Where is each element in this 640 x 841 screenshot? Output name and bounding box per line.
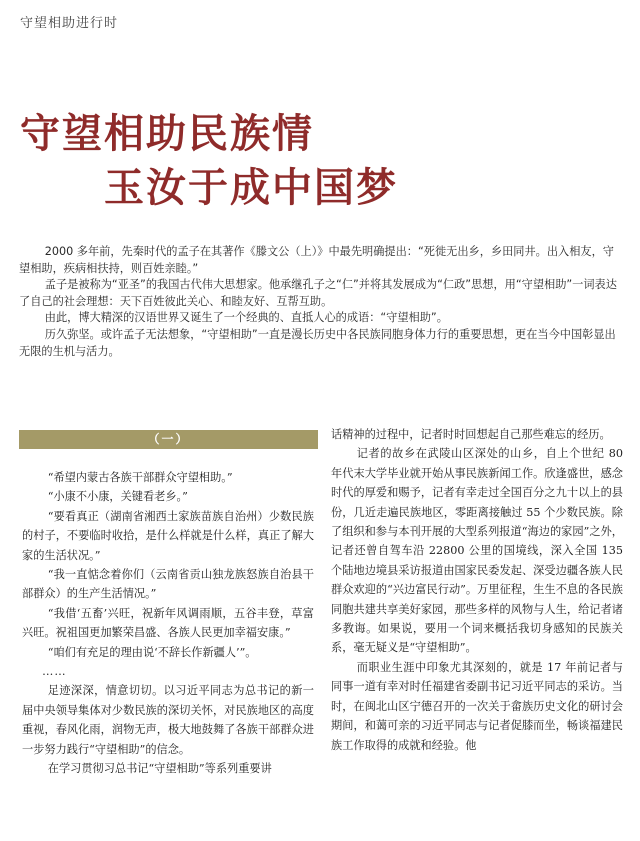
headline-line-2: 玉汝于成中国梦 bbox=[104, 164, 398, 211]
section-heading: （一） bbox=[19, 430, 318, 449]
headline-line-1: 守望相助民族情 bbox=[20, 110, 314, 157]
column-title: 守望相助进行时 bbox=[20, 16, 119, 31]
intro-paragraph: 2000 多年前，先秦时代的孟子在其著作《滕文公（上）》中最先明确提出：“死徙无出乡，乡田同井。出入相友，守望相助，疾病相扶持，则百姓亲睦。” bbox=[19, 245, 614, 275]
intro-block bbox=[19, 244, 623, 360]
intro-paragraph: 由此，博大精深的汉语世界又诞生了一个经典的、直抵人心的成语：“守望相助”。 bbox=[44, 311, 448, 325]
body-paragraph: 而职业生涯中印象尤其深刻的，就是 17 年前记者与同事一道有幸对时任福建省委副书记习近平同志的采访。当时，在闽北山区宁德召开的一次关于畲族历史文化的研讨会期间，和蔼可亲的习近平同志与记者促膝而坐，畅谈福建民族工作取得的成就和经验。他 bbox=[331, 660, 623, 752]
body-paragraph: 记者的故乡在武陵山区深处的山乡，自上个世纪 80 年代末大学毕业就开始从事民族新闻工作。欣逢盛世，感念时代的厚爱和赐予，记者有幸走过全国百分之九十以上的县份，几近走遍民族地区，零距离接触过 55 个少数民族。除了组织和参与本刊开展的大型系列报道“海边的家园”之外，记者还曾自驾车沿 22800 公里的国境线，深入全国 135 个陆地边境县采访报道由国家民委发起、深受边疆各族人民群众欢迎的“兴边富民行动”。万里征程，生生不息的各民族同胞共建共享美好家园，那些多样的风物与人生，给记者诸多教诲。如果说，要用一个词来概括我切身感知的民族关系，毫无疑义是“守望相助”。 bbox=[331, 447, 623, 655]
body-paragraph: 足迹深深，情意切切。以习近平同志为总书记的新一届中央领导集体对少数民族的深切关怀，对民族地区的高度重视，春风化雨，润物无声，极大地鼓舞了各族干部群众进一步努力践行“守望相助”的信念。 bbox=[22, 684, 314, 756]
body-paragraph: “我借‘五畜’兴旺，祝新年风调雨顺，五谷丰登，草富兴旺。祝祖国更加繁荣昌盛、各族人民更加幸福安康。” bbox=[22, 606, 314, 640]
body-paragraph: “我一直惦念着你们（云南省贡山独龙族怒族自治县干部群众）的生产生活情况。” bbox=[22, 568, 314, 601]
left-column bbox=[22, 468, 314, 779]
body-paragraph: “要看真正（湖南省湘西土家族苗族自治州）少数民族的村子，不要临时收拾，是什么样就是什么样，真正了解大家的生活状况。” bbox=[22, 509, 314, 562]
ellipsis-line: …… bbox=[42, 665, 67, 679]
intro-paragraph: 历久弥坚。或许孟子无法想象，“守望相助”一直是漫长历史中各民族同胞身体力行的重要思想，更在当今中国彰显出无限的生机与活力。 bbox=[19, 327, 616, 358]
body-paragraph: “咱们有充足的理由说‘不辞长作新疆人’”。 bbox=[47, 645, 257, 659]
body-paragraph: “小康不小康，关键看老乡。” bbox=[47, 490, 188, 504]
body-paragraph: “希望内蒙古各族干部群众守望相助。” bbox=[47, 471, 233, 484]
intro-paragraph: 孟子是被称为“亚圣”的我国古代伟大思想家。他承继孔子之“仁”并将其发展成为“仁政”思想，用“守望相助”一词表达了自己的社会理想：天下百姓彼此关心、和睦友好、互帮互助。 bbox=[19, 278, 617, 308]
body-paragraph: 在学习贯彻习总书记“守望相助”等系列重要讲 bbox=[47, 762, 272, 776]
body-paragraph: 话精神的过程中，记者时时回想起自己那些难忘的经历。 bbox=[331, 428, 611, 441]
right-column bbox=[331, 425, 623, 755]
